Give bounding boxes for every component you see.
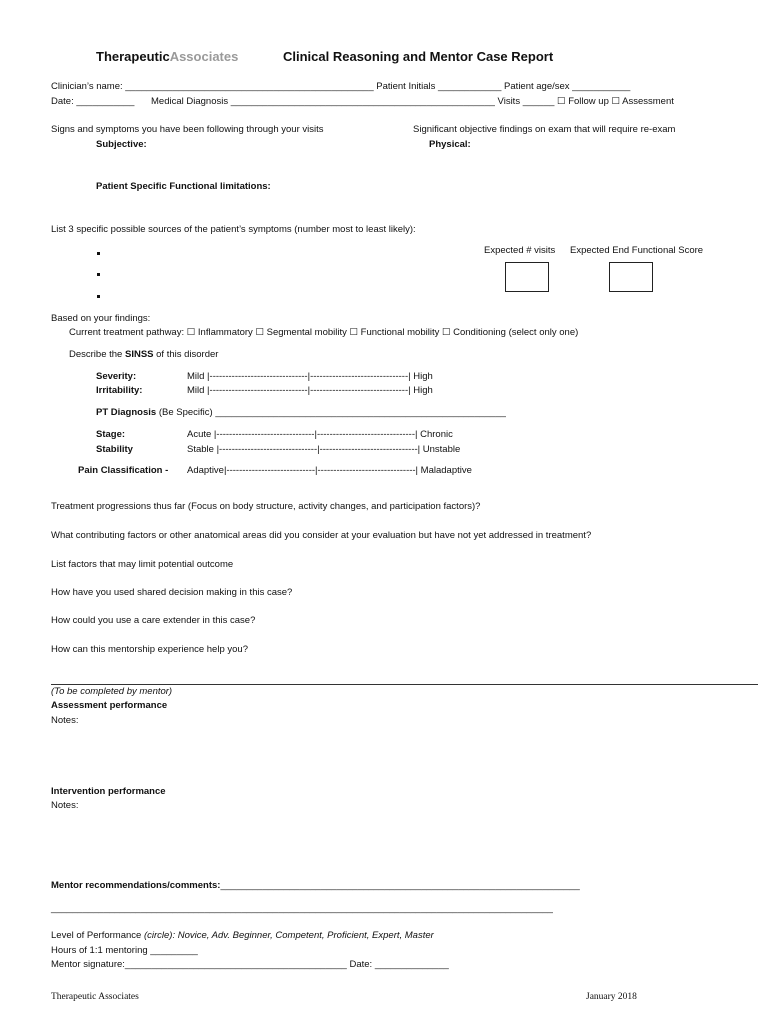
severity-scale[interactable]: Mild |-------------------------------|-------------------------------| High [187,371,433,382]
source-bullet-3 [97,295,100,298]
functional-limitations-label: Patient Specific Functional limitations: [96,181,271,192]
stability-label: Stability [96,444,133,455]
mentor-signature-line[interactable]: Mentor signature:__________________________________________ Date: ______________ [51,959,449,970]
question-limiting-factors: List factors that may limit potential outcome [51,559,234,570]
level-label: Level of Performance [51,930,144,941]
mentor-recommendations-label: Mentor recommendations/comments: [51,880,221,891]
level-circle-note: (circle) [143,930,173,941]
diagnosis-visits-line[interactable]: Medical Diagnosis __________________________________________________ Visits ______ ☐ Follow up ☐ Assessment [151,96,674,107]
company-logo [96,49,238,64]
assessment-notes-label: Notes: [51,715,79,726]
sinss-bold: SINSS [124,349,154,360]
question-treatment-progressions: Treatment progressions thus far (Focus on body structure, activity changes, and participation factors)? [51,501,481,512]
stage-label: Stage: [96,429,126,440]
stability-scale[interactable]: Stable |-------------------------------|-------------------------------| Unstable [187,444,461,455]
stage-scale[interactable]: Acute |-------------------------------|-------------------------------| Chronic [187,429,453,440]
source-bullet-2 [97,273,100,276]
signs-symptoms-heading: Signs and symptoms you have been following through your visits [51,124,324,135]
assessment-performance-label: Assessment performance [51,700,168,711]
irritability-label: Irritability: [96,385,143,396]
source-bullet-1 [97,252,100,255]
objective-findings-heading: Significant objective findings on exam that will require re-exam [413,124,676,135]
mentor-section-divider [51,684,758,685]
mentor-recommendations-line[interactable] [51,880,580,892]
logo-text-therapeutic: Therapeutic [96,49,170,64]
treatment-pathway-options[interactable]: Current treatment pathway: ☐ Inflammatory ☐ Segmental mobility ☐ Functional mobility ☐ Conditioning (select only one) [69,327,579,338]
expected-score-label: Expected End Functional Score [570,245,704,256]
sources-prompt: List 3 specific possible sources of the patient’s symptoms (number most to least likely): [51,224,416,235]
based-on-findings-label: Based on your findings: [51,313,151,324]
logo-text-associates: Associates [169,49,239,64]
pt-diagnosis-line[interactable] [96,407,506,419]
mentor-recommendations-field[interactable]: ____________________________________________________________________ [220,880,580,891]
pt-diagnosis-field[interactable]: (Be Specific) _______________________________________________________ [156,407,506,418]
question-contributing-factors: What contributing factors or other anatomical areas did you consider at your evaluation but have not yet addressed in treatment? [51,530,592,541]
level-options[interactable]: : Novice, Adv. Beginner, Competent, Proficient, Expert, Master [172,930,434,941]
mentor-note: (To be completed by mentor) [51,686,173,697]
pt-diagnosis-label: PT Diagnosis [96,407,157,418]
pain-classification-label: Pain Classification - [78,465,169,476]
physical-label: Physical: [429,139,471,150]
level-of-performance[interactable] [51,930,434,942]
mentor-recommendations-line-2[interactable]: _______________________________________________________________________________________________ [51,903,553,914]
expected-score-box[interactable] [609,262,653,292]
sinss-pre: Describe the [69,349,125,360]
intervention-performance-label: Intervention performance [51,786,166,797]
footer-date: January 2018 [586,992,637,1002]
expected-visits-box[interactable] [505,262,549,292]
question-mentorship-help: How can this mentorship experience help you? [51,644,248,655]
clinician-info-line[interactable]: Clinician’s name: _______________________________________________ Patient Initials ____________ Patient age/sex ___________ [51,81,631,92]
expected-visits-label: Expected # visits [484,245,556,256]
question-shared-decision: How have you used shared decision making in this case? [51,587,293,598]
question-care-extender: How could you use a care extender in this case? [51,615,256,626]
page-title: Clinical Reasoning and Mentor Case Report [283,49,554,64]
footer-company: Therapeutic Associates [51,992,139,1002]
date-field[interactable]: Date: ___________ [51,96,135,107]
intervention-notes-label: Notes: [51,800,79,811]
sinss-description [69,349,218,361]
hours-mentoring-field[interactable]: Hours of 1:1 mentoring _________ [51,945,198,956]
sinss-post: of this disorder [153,349,219,360]
pain-classification-scale[interactable]: Adaptive|----------------------------|-------------------------------| Maladaptive [187,465,472,476]
subjective-label: Subjective: [96,139,147,150]
irritability-scale[interactable]: Mild |-------------------------------|-------------------------------| High [187,385,433,396]
severity-label: Severity: [96,371,137,382]
